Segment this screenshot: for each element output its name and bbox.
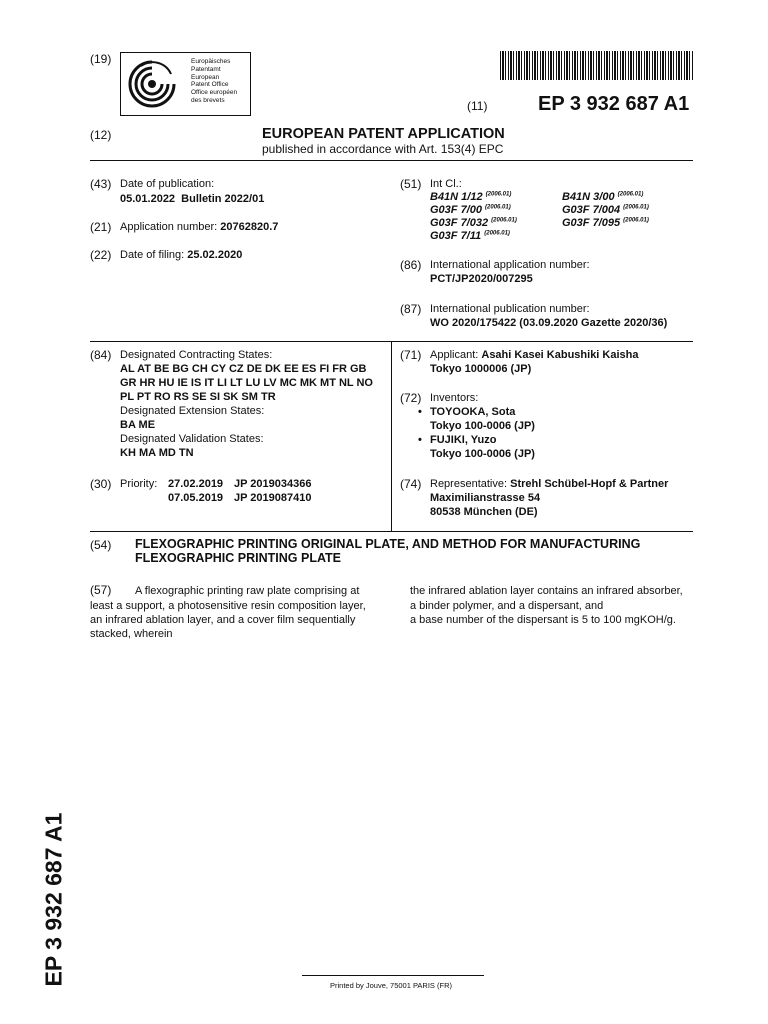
barcode [500, 51, 693, 80]
extension-label: Designated Extension States: [120, 405, 265, 417]
ipc-code: G03F 7/095 $^{(2006.01)}$ [562, 217, 649, 229]
inid-51: (51) [400, 177, 422, 191]
inid-11: (11) [467, 99, 488, 113]
footer-rule [302, 975, 484, 976]
inventor-bullet: • [418, 406, 422, 418]
inid-71: (71) [400, 348, 422, 362]
inid-72: (72) [400, 391, 422, 405]
application-number: Application number: 20762820.7 [120, 221, 279, 233]
validation-value: KH MA MD TN [120, 447, 194, 459]
applicant: Applicant: Asahi Kasei Kabushiki Kaisha [430, 349, 639, 361]
inid-43: (43) [90, 177, 112, 191]
document-title: EUROPEAN PATENT APPLICATION [262, 126, 505, 142]
abstract-line: A flexographic printing raw plate comprising at [135, 585, 360, 597]
contracting-label: Designated Contracting States: [120, 349, 273, 361]
ipc-code: G03F 7/11 $^{(2006.01)}$ [430, 230, 510, 242]
inventor-name: TOYOOKA, Sota [430, 406, 516, 418]
ipc-code: B41N 1/12 $^{(2006.01)}$ [430, 191, 512, 203]
side-publication-number: EP 3 932 687 A1 [40, 812, 67, 987]
pub-date-value: 05.01.2022 Bulletin 2022/01 [120, 193, 265, 205]
priority-label: Priority: [120, 478, 158, 490]
filing-date: Date of filing: 25.02.2020 [120, 249, 243, 261]
divider-bottom [90, 531, 693, 532]
abstract-line: least a support, a photosensitive resin composition layer, [90, 600, 366, 612]
extension-value: BA ME [120, 419, 156, 431]
inid-21: (21) [90, 220, 112, 234]
abstract-line: the infrared ablation layer contains an infrared absorber, [410, 585, 683, 597]
document-subtitle: published in accordance with Art. 153(4) EPC [262, 142, 504, 156]
contracting-states-line: GR HR HU IE IS IT LI LT LU LV MC MK MT NL NO [120, 377, 373, 389]
intl-app-label: International application number: [430, 259, 590, 271]
pub-date-label: Date of publication: [120, 178, 215, 190]
invention-title-line: FLEXOGRAPHIC PRINTING ORIGINAL PLATE, AND METHOD FOR MANUFACTURING [135, 537, 641, 551]
inventor-name: FUJIKI, Yuzo [430, 434, 497, 446]
inid-22: (22) [90, 248, 112, 262]
inid-84: (84) [90, 348, 112, 362]
printer-note: Printed by Jouve, 75001 PARIS (FR) [330, 981, 452, 990]
intl-pub-label: International publication number: [430, 303, 590, 315]
inid-86: (86) [400, 258, 422, 272]
epo-logo-box [120, 52, 251, 116]
priority-date: 27.02.2019 [168, 478, 224, 490]
priority-date: 07.05.2019 [168, 492, 224, 504]
abstract-line: a binder polymer, and a dispersant, and [410, 600, 604, 612]
inid-57: (57) [90, 583, 112, 597]
office-name: Europäisches Patentamt European Patent Office Office européen des brevets [191, 58, 238, 104]
representative-address: 80538 München (DE) [430, 506, 538, 518]
int-cl-label: Int Cl.: [430, 178, 462, 190]
ipc-code: B41N 3/00 $^{(2006.01)}$ [562, 191, 644, 203]
inid-54: (54) [90, 538, 112, 552]
inventor-address: Tokyo 100-0006 (JP) [430, 420, 535, 432]
abstract-line: stacked, wherein [90, 628, 173, 640]
intl-app-value: PCT/JP2020/007295 [430, 273, 533, 285]
inid-87: (87) [400, 302, 422, 316]
inid-74: (74) [400, 477, 422, 491]
ipc-code: G03F 7/004 $^{(2006.01)}$ [562, 204, 649, 216]
priority-number: JP 2019087410 [234, 492, 312, 504]
priority-number: JP 2019034366 [234, 478, 312, 490]
inid-19: (19) [90, 52, 112, 66]
contracting-states-line: AL AT BE BG CH CY CZ DE DK EE ES FI FR GB [120, 363, 367, 375]
epo-logo-icon [127, 56, 177, 112]
divider-top [90, 160, 693, 161]
representative: Representative: Strehl Schübel-Hopf & Partner [430, 478, 669, 490]
ipc-code: G03F 7/00 $^{(2006.01)}$ [430, 204, 511, 216]
column-divider [391, 341, 392, 531]
inventor-address: Tokyo 100-0006 (JP) [430, 448, 535, 460]
inid-30: (30) [90, 477, 112, 491]
invention-title-line: FLEXOGRAPHIC PRINTING PLATE [135, 551, 342, 565]
inventor-bullet: • [418, 434, 422, 446]
contracting-states-line: PL PT RO RS SE SI SK SM TR [120, 391, 276, 403]
inid-12: (12) [90, 128, 112, 142]
abstract-line: a base number of the dispersant is 5 to 100 mgKOH/g. [410, 614, 676, 626]
validation-label: Designated Validation States: [120, 433, 264, 445]
inventors-label: Inventors: [430, 392, 479, 404]
publication-number: EP 3 932 687 A1 [538, 93, 690, 115]
abstract-line: an infrared ablation layer, and a cover film sequentially [90, 614, 356, 626]
ipc-code: G03F 7/032 $^{(2006.01)}$ [430, 217, 517, 229]
applicant-address: Tokyo 1000006 (JP) [430, 363, 532, 375]
intl-pub-value: WO 2020/175422 (03.09.2020 Gazette 2020/36) [430, 317, 668, 329]
representative-address: Maximilianstrasse 54 [430, 492, 541, 504]
